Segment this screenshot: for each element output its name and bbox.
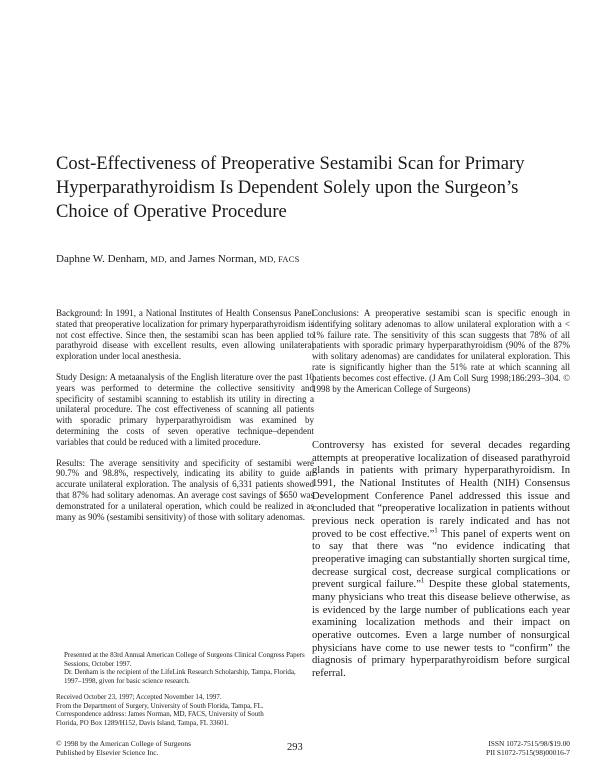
footer-pii: PII S1072-7515(98)00016-7 <box>486 748 570 758</box>
abstract-results: Results: The average sensitivity and specificity of sestamibi were 90.7% and 98.8%, respectively, indicating its ability to guide an accurate unilateral exploration. The analysis of 6,331 patients showed that 87% had solitary adenomas. An average cost savings of $650 was demonstrated for a unilateral operation, which could be realized in as many as 90% (sestamibi sensitivity) of those with solitary adenomas. <box>56 457 314 522</box>
abstract-conclusions: Conclusions: A preoperative sestamibi scan is specific enough in identifying solitary adenomas to allow unilateral exploration with a < 1% failure rate. The sensitivity of this scan suggests that 78% of all patients with sporadic primary hyperparathyroidism (90% of the 87% with solitary adenomas) are candidates for unilateral exploration. This rate is significantly higher than the 51% rate at which scanning all patients becomes cost effective. (J Am Coll Surg 1998;186:293–304. © 1998 by the American College of Surgeons) <box>312 308 570 394</box>
article-title <box>56 152 556 224</box>
footnote-line: Florida, PO Box 1289/H152, Davis Island, Tampa, FL 33601. <box>56 718 229 727</box>
reference-marker: 1 <box>434 526 438 535</box>
abstract-study-design: Study Design: A metaanalysis of the English literature over the past 10 years was performed to determine the collective sensitivity and specificity of sestamibi scanning to establish its utility in directing a unilateral procedure. The cost effectiveness of scanning all patients with sporadic primary hyperparathyroidism was examined by determining the costs of seven operative technique–dependent variables that could be reduced with a limited procedure. <box>56 371 314 447</box>
footer-left <box>56 739 191 757</box>
body-text-part: This panel of experts went on to say that there was “no evidence indicating that preoperative imaging can substantially shorten surgical time, decrease surgical cost, decrease surgical complications or prevent surgical failure.” <box>312 528 570 591</box>
reference-marker: 1 <box>420 576 425 585</box>
footnote-info <box>56 693 318 727</box>
footnote-line: Correspondence address: James Norman, MD, FACS, University of South <box>56 710 264 719</box>
body-text-part: Controversy has existed for several decades regarding attempts at preoperative localization of diseased parathyroid glands in patients with primary hyperparathyroidism. In 1991, the National Institutes of Health (NIH) Consensus Development Conference Panel addressed this issue and concluded that “preoperative localization in patients without previous neck operation is rarely indicated and has not proved to be cost effective.” <box>312 440 570 540</box>
footnote-presented <box>64 651 314 685</box>
author-degree: MD, FACS <box>259 254 300 264</box>
body-text-part: Despite these global statements, many physicians who treat this disease believe otherwise, as is evidenced by the large number of publications each year examining localization methods and their impact on operative outcomes. Even a large number of nonsurgical physicians have come to use newer tests to “confirm” the diagnosis of primary hyperparathyroidism before surgical referral. <box>312 579 570 679</box>
footer-issn: ISSN 1072-7515/98/$19.00 <box>488 739 570 748</box>
footer-right <box>455 739 570 757</box>
footnote-recipient-text: Dr. Denham is the recipient of the LifeLink Research Scholarship, Tampa, Florida, 1997–1998, given for basic science research. <box>64 668 296 685</box>
author-name: Daphne W. Denham, <box>56 253 148 265</box>
author-line <box>56 253 300 265</box>
abstract-right-column <box>312 308 570 404</box>
body-paragraph <box>312 440 570 680</box>
abstract-left-column <box>56 308 314 532</box>
page-number: 293 <box>287 742 303 753</box>
title-line: Choice of Operative Procedure <box>56 201 287 222</box>
footer-copyright: © 1998 by the American College of Surgeons <box>56 739 191 748</box>
footnote-line: From the Department of Surgery, University of South Florida, Tampa, FL. <box>56 701 264 710</box>
footnote-line: Received October 23, 1997; Accepted November 14, 1997. <box>56 693 222 701</box>
footer-publisher: Published by Elsevier Science Inc. <box>56 748 159 758</box>
author-degree: MD, <box>150 254 167 264</box>
title-line: Hyperparathyroidism Is Dependent Solely upon the Surgeon’s <box>56 177 519 198</box>
author-name: and James Norman, <box>169 253 257 265</box>
abstract-background: Background: In 1991, a National Institutes of Health Consensus Panel stated that preoperative localization for primary hyperparathyroidism is not cost effective. Since then, the sestamibi scan has been applied to parathyroid disease with excellent results, even allowing unilateral exploration under local anesthesia. <box>56 308 314 362</box>
title-line: Cost-Effectiveness of Preoperative Sestamibi Scan for Primary <box>56 153 525 174</box>
footnote-presented-text: Presented at the 83rd Annual American College of Surgeons Clinical Congress Papers Sessions, October 1997. <box>64 651 305 668</box>
